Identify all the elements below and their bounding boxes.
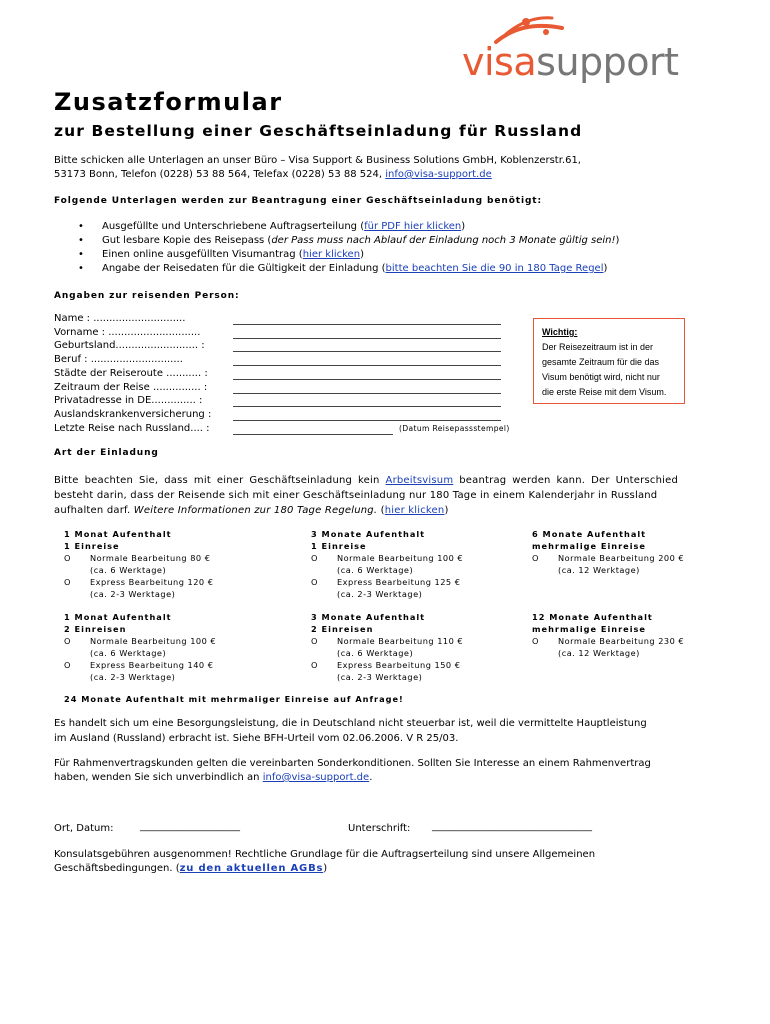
option-choice[interactable] bbox=[532, 552, 684, 564]
invitation-paragraph: Bitte beachten Sie, dass mit einer Geschäftseinladung kein Arbeitsvisum beantrag werden kann. Der Unterschied besteht darin, dass der Reisende sich mit einer Geschäftseinladung nur 180 Tage in einem Kalenderjahr in Russland aufhalten darf. Weitere Informationen zur 180 Tage Regelung. (hier klicken) bbox=[54, 475, 678, 516]
notice-line: Der Reisezeitraum ist in der bbox=[542, 342, 654, 352]
logo-visa-text: visa bbox=[462, 40, 537, 84]
logo-support-text: support bbox=[536, 40, 679, 84]
doc-item: • Ausgefüllte und Unterschriebene Auftragserteilung (für PDF hier klicken) bbox=[78, 221, 466, 232]
notice-line: Visum benötigt wird, nicht nur bbox=[542, 372, 660, 382]
option-duration: 12 Monate Aufenthalt bbox=[532, 612, 653, 622]
option-duration: 1 Monat Aufenthalt bbox=[64, 529, 172, 539]
person-field-label: Geburtsland.......................... : bbox=[54, 340, 205, 352]
option-duration-note: (ca. 6 Werktage) bbox=[337, 565, 414, 575]
option-duration: 3 Monate Aufenthalt bbox=[311, 612, 426, 622]
rule-90-180-link[interactable]: bitte beachten Sie die 90 in 180 Tage Regel bbox=[385, 263, 604, 274]
person-field-label: Auslandskrankenversicherung : bbox=[54, 408, 212, 420]
docs-heading: Folgende Unterlagen werden zur Beantragung einer Geschäftseinladung benötigt: bbox=[54, 196, 543, 206]
option-choice[interactable] bbox=[64, 552, 213, 564]
option-duration: 6 Monate Aufenthalt bbox=[532, 529, 647, 539]
radio-circle-icon[interactable]: O bbox=[311, 636, 318, 646]
option-group bbox=[532, 528, 684, 576]
option-choice[interactable] bbox=[532, 635, 684, 647]
option-duration-note: (ca. 6 Werktage) bbox=[90, 648, 167, 658]
passport-stamp-note: (Datum Reisepassstempel) bbox=[399, 423, 510, 433]
option-duration: 1 Monat Aufenthalt bbox=[64, 612, 172, 622]
bullet-icon: • bbox=[78, 221, 84, 232]
person-field-label: Städte der Reiseroute ........... : bbox=[54, 367, 208, 379]
person-field-input[interactable] bbox=[233, 365, 501, 366]
option-choice[interactable] bbox=[311, 659, 463, 671]
page-subtitle: zur Bestellung einer Geschäftseinladung für Russland bbox=[54, 122, 583, 140]
person-field-input[interactable] bbox=[233, 434, 393, 435]
option-choice[interactable] bbox=[311, 552, 463, 564]
intro-email-link[interactable]: info@visa-support.de bbox=[385, 169, 492, 180]
option-label: Normale Bearbeitung 110 € bbox=[337, 636, 464, 646]
doc-item: • Angabe der Reisedaten für die Gültigkeit der Einladung (bitte beachten Sie die 90 in 180 Tage Regel) bbox=[78, 263, 608, 274]
radio-circle-icon[interactable]: O bbox=[64, 636, 71, 646]
option-choice[interactable] bbox=[311, 576, 463, 588]
option-label: Normale Bearbeitung 100 € bbox=[337, 553, 464, 563]
doc-item: • Einen online ausgefüllten Visumantrag (hier klicken) bbox=[78, 249, 364, 260]
signature-field[interactable]: ________________________________ bbox=[432, 821, 592, 832]
person-field-input[interactable] bbox=[233, 420, 501, 421]
signature-label: Unterschrift: bbox=[348, 823, 411, 834]
pdf-link[interactable]: für PDF hier klicken bbox=[364, 221, 462, 232]
radio-circle-icon[interactable]: O bbox=[311, 660, 318, 670]
option-duration-note: (ca. 2-3 Werktage) bbox=[90, 672, 176, 682]
person-field-label: Vorname : ............................. bbox=[54, 326, 201, 338]
person-field-input[interactable] bbox=[233, 406, 501, 407]
person-heading: Angaben zur reisenden Person: bbox=[54, 291, 240, 301]
bullet-icon: • bbox=[78, 263, 84, 274]
radio-circle-icon[interactable]: O bbox=[311, 577, 318, 587]
option-choice[interactable] bbox=[311, 635, 463, 647]
doc-item: • Gut lesbare Kopie des Reisepass (der Pass muss nach Ablauf der Einladung noch 3 Monate gültig sein!) bbox=[78, 235, 620, 246]
option-duration-note: (ca. 6 Werktage) bbox=[90, 565, 167, 575]
option-duration-note: (ca. 2-3 Werktage) bbox=[90, 589, 176, 599]
option-choice[interactable] bbox=[64, 576, 213, 588]
framework-line-1: Für Rahmenvertragskunden gelten die vereinbarten Sonderkonditionen. Sollten Sie Interesse an einem Rahmenvertrag bbox=[54, 758, 651, 769]
option-choice[interactable] bbox=[64, 659, 216, 671]
option-duration-note: (ca. 2-3 Werktage) bbox=[337, 672, 423, 682]
option-label: Normale Bearbeitung 80 € bbox=[90, 553, 211, 563]
option-duration-note: (ca. 12 Werktage) bbox=[558, 565, 640, 575]
radio-circle-icon[interactable]: O bbox=[64, 577, 71, 587]
framework-line-2: haben, wenden Sie sich unverbindlich an info@visa-support.de. bbox=[54, 772, 373, 783]
option-duration-note: (ca. 2-3 Werktage) bbox=[337, 589, 423, 599]
option-label: Normale Bearbeitung 100 € bbox=[90, 636, 217, 646]
option-duration: 3 Monate Aufenthalt bbox=[311, 529, 426, 539]
option-entries: mehrmalige Einreise bbox=[532, 541, 646, 551]
option-group bbox=[64, 528, 213, 600]
person-field-label: Name : ............................. bbox=[54, 313, 186, 324]
radio-circle-icon[interactable]: O bbox=[64, 553, 71, 563]
legal-line-2: im Ausland (Russland) erbracht ist. Siehe BFH-Urteil vom 02.06.2006. V R 25/03. bbox=[54, 733, 459, 744]
option-entries: 2 Einreisen bbox=[311, 624, 374, 634]
person-field-input[interactable] bbox=[233, 379, 501, 380]
option-group bbox=[64, 611, 216, 683]
footer-line-2: Geschäftsbedingungen. (zu den aktuellen AGBs) bbox=[54, 863, 328, 874]
option-entries: mehrmalige Einreise bbox=[532, 624, 646, 634]
option-group bbox=[311, 611, 463, 683]
rule-info-link[interactable]: hier klicken bbox=[384, 505, 445, 516]
intro-line-2: 53173 Bonn, Telefon (0228) 53 88 564, Telefax (0228) 53 88 524, info@visa-support.de bbox=[54, 169, 492, 180]
page-title: Zusatzformular bbox=[54, 88, 283, 116]
option-group bbox=[532, 611, 684, 659]
person-field-label: Letzte Reise nach Russland.... : bbox=[54, 422, 210, 434]
option-entries: 1 Einreise bbox=[311, 541, 367, 551]
work-visa-link[interactable]: Arbeitsvisum bbox=[385, 475, 454, 486]
option-duration-note: (ca. 6 Werktage) bbox=[337, 648, 414, 658]
radio-circle-icon[interactable]: O bbox=[532, 636, 539, 646]
on-request-note: 24 Monate Aufenthalt mit mehrmaliger Einreise auf Anfrage! bbox=[64, 694, 404, 704]
person-field-label: Zeitraum der Reise ............... : bbox=[54, 381, 208, 393]
option-choice[interactable] bbox=[64, 635, 216, 647]
option-label: Express Bearbeitung 125 € bbox=[337, 577, 461, 587]
notice-line: gesamte Zeitraum für die das bbox=[542, 357, 660, 367]
company-logo bbox=[462, 14, 687, 86]
bullet-icon: • bbox=[78, 235, 84, 246]
person-field-input[interactable] bbox=[233, 324, 501, 325]
notice-title: Wichtig: bbox=[542, 327, 578, 337]
framework-email-link[interactable]: info@visa-support.de bbox=[262, 772, 370, 783]
legal-line-1: Es handelt sich um eine Besorgungsleistung, die in Deutschland nicht steuerbar ist, weil die vermittelte Hauptleistung bbox=[54, 718, 647, 729]
invitation-heading: Art der Einladung bbox=[54, 448, 159, 458]
option-entries: 1 Einreise bbox=[64, 541, 120, 551]
option-entries: 2 Einreisen bbox=[64, 624, 127, 634]
option-duration-note: (ca. 12 Werktage) bbox=[558, 648, 640, 658]
notice-line: die erste Reise mit dem Visum. bbox=[542, 387, 667, 397]
option-group bbox=[311, 528, 463, 600]
agb-link[interactable]: zu den aktuellen AGBs bbox=[179, 863, 324, 874]
option-label: Normale Bearbeitung 230 € bbox=[558, 636, 685, 646]
radio-circle-icon[interactable]: O bbox=[532, 553, 539, 563]
intro-line-1: Bitte schicken alle Unterlagen an unser Büro – Visa Support & Business Solutions GmbH, Koblenzerstr.61, bbox=[54, 155, 581, 166]
person-field-label: Beruf : ............................. bbox=[54, 354, 183, 366]
place-date-label: Ort, Datum: bbox=[54, 823, 114, 834]
place-date-field[interactable]: ____________________ bbox=[140, 821, 240, 832]
person-field-input[interactable] bbox=[233, 393, 501, 394]
notice-box bbox=[533, 318, 685, 404]
visa-application-link[interactable]: hier klicken bbox=[302, 249, 361, 260]
bullet-icon: • bbox=[78, 249, 84, 260]
option-label: Express Bearbeitung 120 € bbox=[90, 577, 214, 587]
radio-circle-icon[interactable]: O bbox=[64, 660, 71, 670]
radio-circle-icon[interactable]: O bbox=[311, 553, 318, 563]
option-label: Express Bearbeitung 140 € bbox=[90, 660, 214, 670]
footer-line-1: Konsulatsgebühren ausgenommen! Rechtliche Grundlage für die Auftragserteilung sind unsere Allgemeinen bbox=[54, 849, 596, 860]
option-label: Normale Bearbeitung 200 € bbox=[558, 553, 685, 563]
person-field-input[interactable] bbox=[233, 351, 501, 352]
person-field-label: Privatadresse in DE.............. : bbox=[54, 395, 203, 407]
option-label: Express Bearbeitung 150 € bbox=[337, 660, 461, 670]
person-field-input[interactable] bbox=[233, 338, 501, 339]
